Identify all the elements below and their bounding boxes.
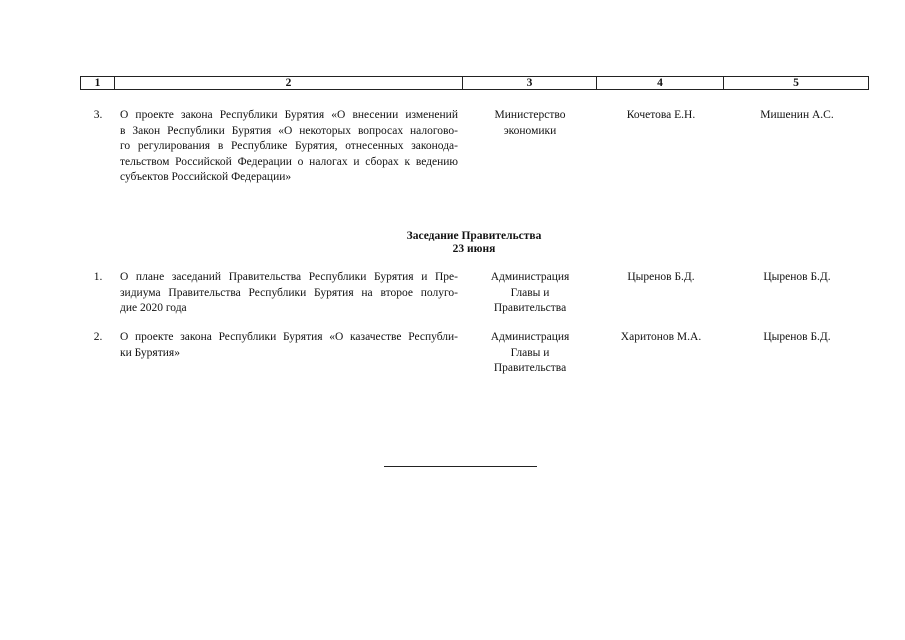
header-col-1: 1 bbox=[81, 77, 115, 90]
org-line: Администрация bbox=[490, 331, 570, 343]
agenda-item-title bbox=[120, 330, 458, 361]
section-date: 23 июня bbox=[452, 243, 496, 255]
title-line: О плане заседаний Правительства Республики Бурятия и Пре- bbox=[120, 271, 458, 283]
org-line: экономики bbox=[503, 124, 557, 137]
header-col-5: 5 bbox=[724, 77, 869, 90]
row-number: 3. bbox=[93, 109, 103, 121]
responsible-organization bbox=[465, 108, 595, 139]
column-number-header bbox=[80, 76, 869, 90]
supervising-person: Цыренов Б.Д. bbox=[763, 271, 831, 283]
agenda-item-title bbox=[120, 270, 458, 317]
responsible-person: Харитонов М.А. bbox=[620, 331, 702, 343]
agenda-item-title bbox=[120, 108, 458, 186]
org-line: Правительства bbox=[493, 362, 567, 374]
title-line: субъектов Российской Федерации» bbox=[120, 171, 292, 183]
header-col-3: 3 bbox=[463, 77, 597, 90]
header-row bbox=[81, 77, 869, 90]
responsible-person: Цыренов Б.Д. bbox=[627, 271, 695, 283]
title-line: ки Бурятия» bbox=[120, 346, 180, 359]
title-line: тельством Российской Федерации о налогах и сборах к ведению bbox=[120, 155, 458, 168]
section-title: Заседание Правительства bbox=[406, 230, 542, 242]
title-line: го регулирования в Республике Бурятия, отнесенных законода- bbox=[120, 140, 458, 152]
row-number: 2. bbox=[93, 331, 103, 343]
org-line: Администрация bbox=[490, 271, 570, 283]
title-line: дие 2020 года bbox=[120, 302, 187, 314]
title-line: О проекте закона Республики Бурятия «О казачестве Республи- bbox=[120, 331, 458, 343]
row-number: 1. bbox=[93, 271, 103, 283]
header-col-4: 4 bbox=[597, 77, 724, 90]
end-of-document-rule bbox=[384, 466, 537, 467]
org-line: Правительства bbox=[493, 302, 567, 314]
title-line: в Закон Республики Бурятия «О некоторых вопросах налогово- bbox=[120, 124, 458, 137]
header-col-2: 2 bbox=[115, 77, 463, 90]
org-line: Главы и bbox=[510, 286, 550, 299]
responsible-organization bbox=[465, 330, 595, 377]
title-line: зидиума Правительства Республики Бурятия на второе полуго- bbox=[120, 286, 458, 299]
supervising-person: Цыренов Б.Д. bbox=[763, 331, 831, 343]
org-line: Главы и bbox=[510, 346, 550, 359]
org-line: Министерство bbox=[494, 109, 566, 121]
title-line: О проекте закона Республики Бурятия «О внесении изменений bbox=[120, 109, 458, 121]
responsible-person: Кочетова Е.Н. bbox=[626, 109, 696, 121]
responsible-organization bbox=[465, 270, 595, 317]
supervising-person: Мишенин А.С. bbox=[760, 109, 834, 121]
